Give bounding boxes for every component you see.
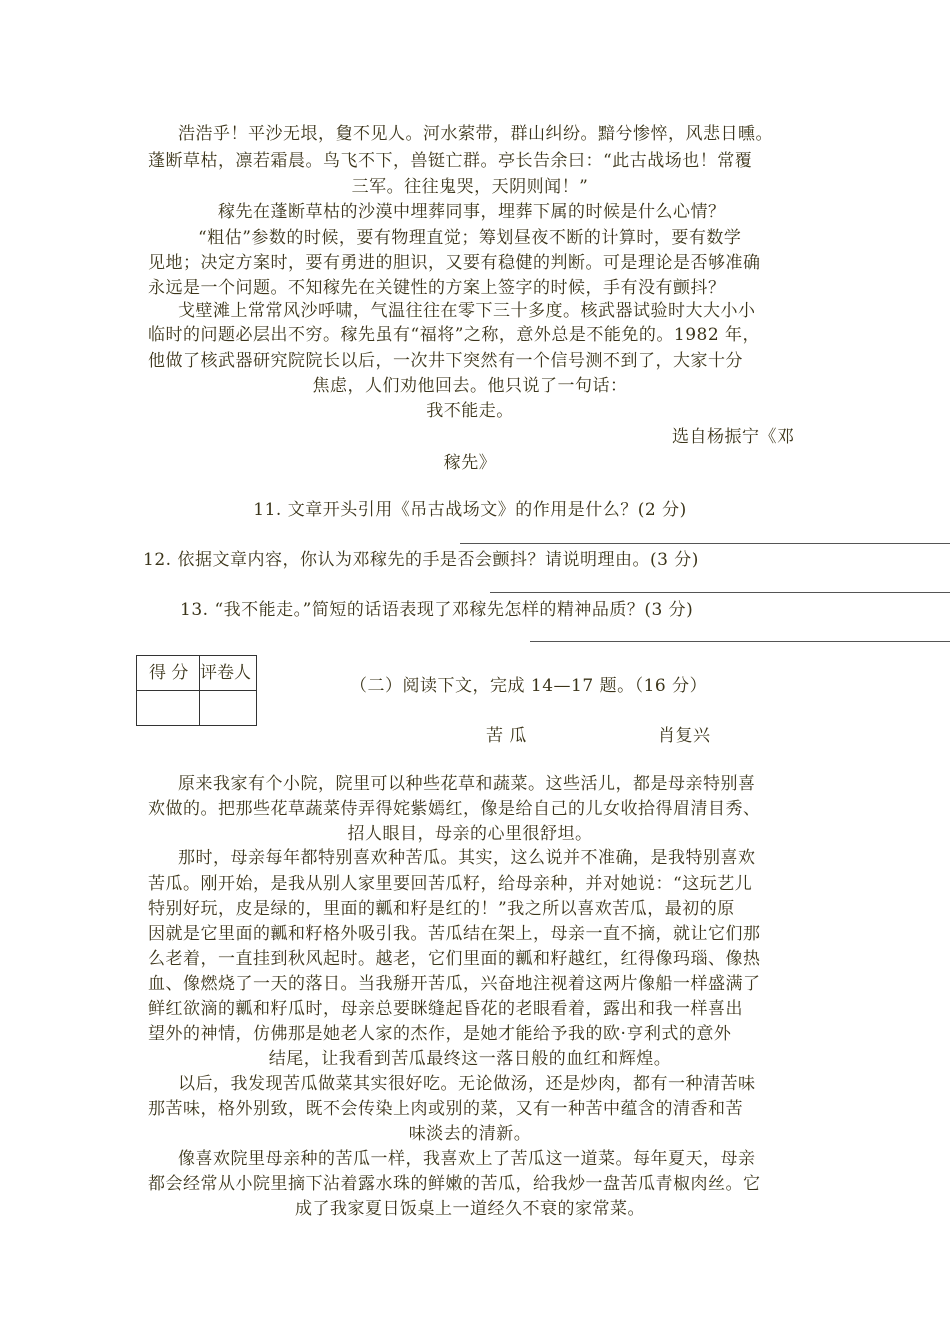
article-line: 原来我家有个小院，院里可以种些花草和蔬菜。这些活儿，都是母亲特别喜: [178, 774, 756, 794]
passage-line: 见地；决定方案时，要有勇进的胆识，又要有稳健的判断。可是理论是否够准确: [148, 253, 761, 273]
passage-line: 蓬断草枯，凛若霜晨。鸟飞不下，兽铤亡群。亭长告余曰：“此古战场也！常覆: [148, 151, 753, 171]
passage-line: “粗估”参数的时候，要有物理直觉；筹划昼夜不断的计算时，要有数学: [198, 228, 742, 248]
article-line: 因就是它里面的瓤和籽格外吸引我。苦瓜结在架上，母亲一直不摘，就让它们那: [148, 924, 761, 944]
passage-line: 我不能走。: [426, 401, 514, 421]
question-12: 12. 依据文章内容，你认为邓稼先的手是否会颤抖？请说明理由。(3 分): [143, 550, 699, 570]
section-heading: （二）阅读下文，完成 14—17 题。（16 分）: [350, 676, 708, 696]
article-line: 欢做的。把那些花草蔬菜侍弄得姹紫嫣红，像是给自己的儿女收拾得眉清目秀、: [148, 799, 761, 819]
article-line: 都会经常从小院里摘下沾着露水珠的鲜嫩的苦瓜，给我炒一盘苦瓜青椒肉丝。它: [148, 1174, 761, 1194]
source-citation: 稼先》: [443, 453, 497, 473]
answer-line[interactable]: [530, 641, 950, 642]
answer-line[interactable]: [490, 592, 950, 593]
article-line: 苦瓜。刚开始，是我从别人家里要回苦瓜籽，给母亲种，并对她说：“这玩艺儿: [148, 874, 753, 894]
question-13: 13. “我不能走。”简短的话语表现了邓稼先怎样的精神品质？(3 分): [180, 600, 694, 620]
passage-line: 浩浩乎！平沙无垠，敻不见人。河水萦带，群山纠纷。黯兮惨悴，风悲日曛。: [178, 124, 773, 144]
answer-line[interactable]: [460, 543, 950, 544]
grader-header: 评卷人: [200, 656, 257, 691]
article-line: 以后，我发现苦瓜做菜其实很好吃。无论做汤，还是炒肉，都有一种清苦味: [178, 1074, 756, 1094]
article-line: 望外的神情，仿佛那是她老人家的杰作，是她才能给予我的欧·亨利式的意外: [148, 1024, 732, 1044]
article-line: 血、像燃烧了一天的落日。当我掰开苦瓜，兴奋地注视着这两片像船一样盛满了: [148, 974, 761, 994]
score-cell[interactable]: [137, 691, 200, 726]
question-11: 11. 文章开头引用《吊古战场文》的作用是什么？(2 分): [253, 500, 687, 520]
grader-cell[interactable]: [200, 691, 257, 726]
score-header: 得 分: [137, 656, 200, 691]
article-line: 成了我家夏日饭桌上一道经久不衰的家常菜。: [295, 1199, 645, 1219]
article-line: 那苦味，格外别致，既不会传染上肉或别的菜，又有一种苦中蕴含的清香和苦: [148, 1099, 743, 1119]
article-line: 特别好玩，皮是绿的，里面的瓤和籽是红的！”我之所以喜欢苦瓜，最初的原: [148, 899, 735, 919]
article-line: 像喜欢院里母亲种的苦瓜一样，我喜欢上了苦瓜这一道菜。每年夏天，母亲: [178, 1149, 756, 1169]
passage-line: 永远是一个问题。不知稼先在关键性的方案上签字的时候，手有没有颤抖？: [148, 278, 726, 298]
passage-line: 戈壁滩上常常风沙呼啸，气温往往在零下三十多度。核武器试验时大大小小: [178, 301, 756, 321]
source-citation: 选自杨振宁《邓: [672, 427, 795, 447]
article-line: 么老着，一直挂到秋风起时。越老，它们里面的瓤和籽越红，红得像玛瑙、像热: [148, 949, 761, 969]
passage-line: 临时的问题必层出不穷。稼先虽有“福将”之称，意外总是不能免的。1982 年，: [148, 325, 761, 345]
article-line: 结尾，让我看到苦瓜最终这一落日般的血红和辉煌。: [268, 1049, 672, 1069]
passage-line: 焦虑，人们劝他回去。他只说了一句话：: [312, 376, 628, 396]
article-line: 味淡去的清新。: [408, 1124, 532, 1144]
article-author: 肖复兴: [658, 726, 711, 746]
passage-line: 三军。往往鬼哭，天阴则闻！”: [351, 177, 589, 197]
article-line: 鲜红欲滴的瓤和籽瓜时，母亲总要眯缝起昏花的老眼看着，露出和我一样喜出: [148, 999, 743, 1019]
article-line: 招人眼目，母亲的心里很舒坦。: [347, 824, 593, 844]
article-line: 那时，母亲每年都特别喜欢种苦瓜。其实，这么说并不准确，是我特别喜欢: [178, 848, 756, 868]
passage-line: 稼先在蓬断草枯的沙漠中埋葬同事，埋葬下属的时候是什么心情？: [218, 202, 726, 222]
article-title: 苦 瓜: [486, 726, 527, 746]
passage-line: 他做了核武器研究院院长以后，一次井下突然有一个信号测不到了，大家十分: [148, 351, 743, 371]
score-table: [136, 655, 257, 726]
